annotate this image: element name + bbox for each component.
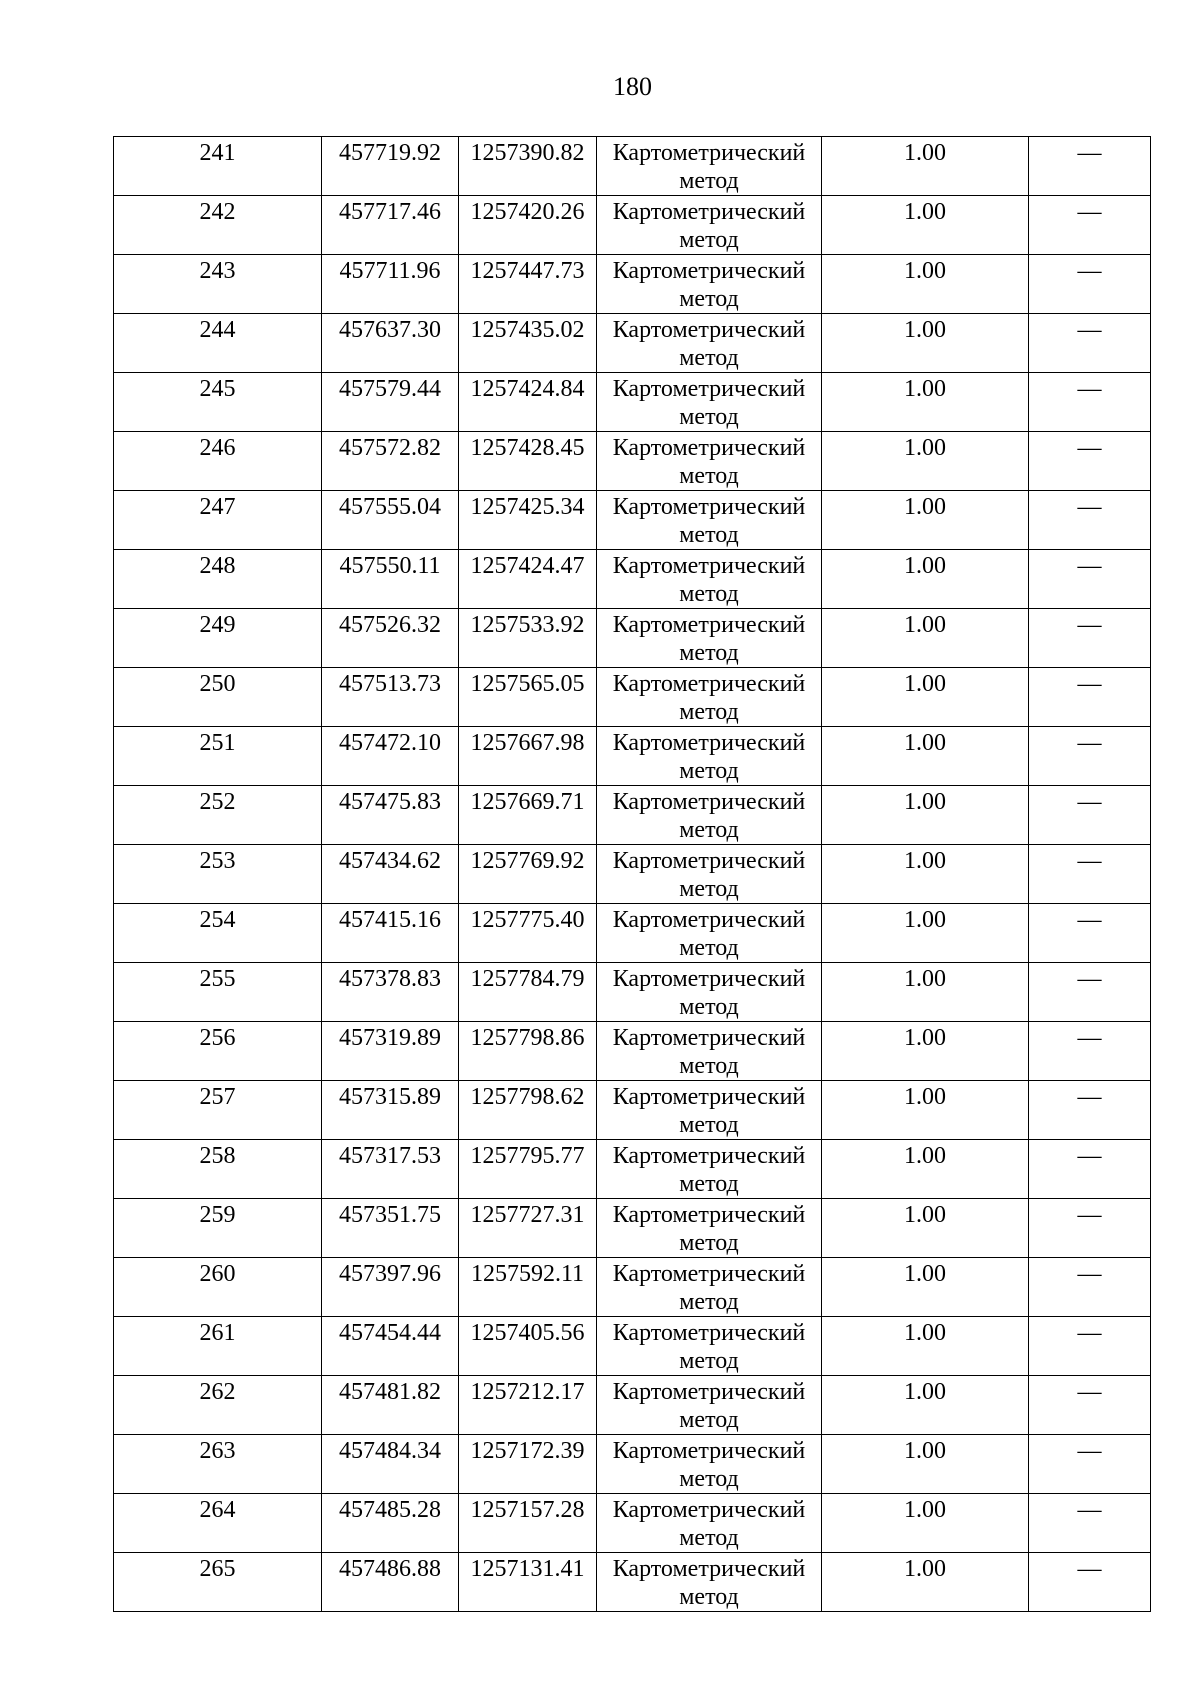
accuracy-cell: 1.00 <box>822 550 1029 609</box>
x-coordinate-cell: 457485.28 <box>322 1494 459 1553</box>
method-cell <box>597 1140 822 1199</box>
method-label-line1: Картометрический <box>612 789 806 815</box>
x-coordinate-cell: 457315.89 <box>322 1081 459 1140</box>
point-number-cell: 254 <box>114 904 322 963</box>
method-label-line2: метод <box>679 1348 739 1374</box>
method-cell <box>597 255 822 314</box>
method-label-line1: Картометрический <box>612 435 806 461</box>
method-label-line2: метод <box>679 1407 739 1433</box>
x-coordinate-cell: 457513.73 <box>322 668 459 727</box>
x-coordinate-cell: 457378.83 <box>322 963 459 1022</box>
coordinates-table <box>113 136 1151 1612</box>
x-coordinate-cell: 457717.46 <box>322 196 459 255</box>
y-coordinate-cell: 1257428.45 <box>459 432 597 491</box>
table-row <box>114 314 1151 373</box>
method-label-line1: Картометрический <box>612 317 806 343</box>
method-label-line2: метод <box>679 1584 739 1610</box>
y-coordinate-cell: 1257424.84 <box>459 373 597 432</box>
table-row <box>114 1081 1151 1140</box>
accuracy-cell: 1.00 <box>822 609 1029 668</box>
x-coordinate-cell: 457719.92 <box>322 137 459 196</box>
accuracy-cell: 1.00 <box>822 196 1029 255</box>
point-number-cell: 246 <box>114 432 322 491</box>
x-coordinate-cell: 457637.30 <box>322 314 459 373</box>
method-cell <box>597 668 822 727</box>
method-label-line2: метод <box>679 345 739 371</box>
point-number-cell: 252 <box>114 786 322 845</box>
table-row <box>114 373 1151 432</box>
y-coordinate-cell: 1257425.34 <box>459 491 597 550</box>
note-cell: — <box>1029 1022 1151 1081</box>
y-coordinate-cell: 1257565.05 <box>459 668 597 727</box>
y-coordinate-cell: 1257667.98 <box>459 727 597 786</box>
method-cell <box>597 1199 822 1258</box>
accuracy-cell: 1.00 <box>822 1258 1029 1317</box>
method-label-line2: метод <box>679 1112 739 1138</box>
note-cell: — <box>1029 255 1151 314</box>
method-label-line1: Картометрический <box>612 1556 806 1582</box>
method-label-line1: Картометрический <box>612 1202 806 1228</box>
table-row <box>114 1317 1151 1376</box>
point-number-cell: 260 <box>114 1258 322 1317</box>
point-number-cell: 241 <box>114 137 322 196</box>
method-label-line2: метод <box>679 168 739 194</box>
table-row <box>114 137 1151 196</box>
method-label-line1: Картометрический <box>612 1379 806 1405</box>
note-cell: — <box>1029 904 1151 963</box>
method-label-line1: Картометрический <box>612 199 806 225</box>
x-coordinate-cell: 457711.96 <box>322 255 459 314</box>
point-number-cell: 257 <box>114 1081 322 1140</box>
x-coordinate-cell: 457317.53 <box>322 1140 459 1199</box>
method-label-line2: метод <box>679 1289 739 1315</box>
note-cell: — <box>1029 1553 1151 1612</box>
note-cell: — <box>1029 1494 1151 1553</box>
x-coordinate-cell: 457472.10 <box>322 727 459 786</box>
method-label-line1: Картометрический <box>612 1320 806 1346</box>
method-label-line1: Картометрический <box>612 848 806 874</box>
method-label-line1: Картометрический <box>612 553 806 579</box>
note-cell: — <box>1029 373 1151 432</box>
accuracy-cell: 1.00 <box>822 1317 1029 1376</box>
note-cell: — <box>1029 1258 1151 1317</box>
method-cell <box>597 1022 822 1081</box>
y-coordinate-cell: 1257157.28 <box>459 1494 597 1553</box>
table-row <box>114 1258 1151 1317</box>
y-coordinate-cell: 1257727.31 <box>459 1199 597 1258</box>
table-row <box>114 196 1151 255</box>
note-cell: — <box>1029 609 1151 668</box>
method-cell <box>597 1553 822 1612</box>
method-label-line1: Картометрический <box>612 1261 806 1287</box>
note-cell: — <box>1029 1376 1151 1435</box>
y-coordinate-cell: 1257795.77 <box>459 1140 597 1199</box>
note-cell: — <box>1029 491 1151 550</box>
method-label-line2: метод <box>679 522 739 548</box>
note-cell: — <box>1029 1317 1151 1376</box>
method-label-line1: Картометрический <box>612 1438 806 1464</box>
method-cell <box>597 1317 822 1376</box>
table-row <box>114 609 1151 668</box>
table-row <box>114 1140 1151 1199</box>
note-cell: — <box>1029 196 1151 255</box>
y-coordinate-cell: 1257405.56 <box>459 1317 597 1376</box>
x-coordinate-cell: 457397.96 <box>322 1258 459 1317</box>
table-row <box>114 786 1151 845</box>
table-row <box>114 727 1151 786</box>
method-cell <box>597 491 822 550</box>
method-label-line2: метод <box>679 640 739 666</box>
y-coordinate-cell: 1257769.92 <box>459 845 597 904</box>
y-coordinate-cell: 1257172.39 <box>459 1435 597 1494</box>
point-number-cell: 244 <box>114 314 322 373</box>
accuracy-cell: 1.00 <box>822 904 1029 963</box>
point-number-cell: 253 <box>114 845 322 904</box>
note-cell: — <box>1029 550 1151 609</box>
method-cell <box>597 1081 822 1140</box>
method-cell <box>597 1494 822 1553</box>
method-cell <box>597 1258 822 1317</box>
table-row <box>114 491 1151 550</box>
accuracy-cell: 1.00 <box>822 1199 1029 1258</box>
point-number-cell: 251 <box>114 727 322 786</box>
method-cell <box>597 1435 822 1494</box>
method-label-line1: Картометрический <box>612 1084 806 1110</box>
accuracy-cell: 1.00 <box>822 432 1029 491</box>
y-coordinate-cell: 1257775.40 <box>459 904 597 963</box>
table-row <box>114 904 1151 963</box>
table-row <box>114 1435 1151 1494</box>
note-cell: — <box>1029 786 1151 845</box>
point-number-cell: 255 <box>114 963 322 1022</box>
x-coordinate-cell: 457351.75 <box>322 1199 459 1258</box>
accuracy-cell: 1.00 <box>822 314 1029 373</box>
accuracy-cell: 1.00 <box>822 137 1029 196</box>
method-cell <box>597 373 822 432</box>
method-label-line1: Картометрический <box>612 494 806 520</box>
page-number: 180 <box>613 72 652 101</box>
point-number-cell: 250 <box>114 668 322 727</box>
table-row <box>114 255 1151 314</box>
x-coordinate-cell: 457555.04 <box>322 491 459 550</box>
method-label-line2: метод <box>679 404 739 430</box>
point-number-cell: 243 <box>114 255 322 314</box>
point-number-cell: 265 <box>114 1553 322 1612</box>
table-row <box>114 668 1151 727</box>
y-coordinate-cell: 1257533.92 <box>459 609 597 668</box>
method-label-line2: метод <box>679 817 739 843</box>
method-cell <box>597 609 822 668</box>
table-row <box>114 1494 1151 1553</box>
accuracy-cell: 1.00 <box>822 373 1029 432</box>
note-cell: — <box>1029 963 1151 1022</box>
point-number-cell: 245 <box>114 373 322 432</box>
method-label-line1: Картометрический <box>612 258 806 284</box>
accuracy-cell: 1.00 <box>822 963 1029 1022</box>
y-coordinate-cell: 1257390.82 <box>459 137 597 196</box>
accuracy-cell: 1.00 <box>822 1140 1029 1199</box>
method-label-line2: метод <box>679 935 739 961</box>
table-row <box>114 1022 1151 1081</box>
method-label-line2: метод <box>679 286 739 312</box>
x-coordinate-cell: 457475.83 <box>322 786 459 845</box>
accuracy-cell: 1.00 <box>822 786 1029 845</box>
method-label-line2: метод <box>679 1053 739 1079</box>
y-coordinate-cell: 1257212.17 <box>459 1376 597 1435</box>
method-cell <box>597 550 822 609</box>
x-coordinate-cell: 457572.82 <box>322 432 459 491</box>
table-row <box>114 845 1151 904</box>
point-number-cell: 248 <box>114 550 322 609</box>
x-coordinate-cell: 457484.34 <box>322 1435 459 1494</box>
note-cell: — <box>1029 1435 1151 1494</box>
point-number-cell: 242 <box>114 196 322 255</box>
accuracy-cell: 1.00 <box>822 255 1029 314</box>
y-coordinate-cell: 1257592.11 <box>459 1258 597 1317</box>
table-row <box>114 432 1151 491</box>
x-coordinate-cell: 457415.16 <box>322 904 459 963</box>
x-coordinate-cell: 457454.44 <box>322 1317 459 1376</box>
method-label-line1: Картометрический <box>612 376 806 402</box>
point-number-cell: 247 <box>114 491 322 550</box>
point-number-cell: 264 <box>114 1494 322 1553</box>
method-cell <box>597 904 822 963</box>
method-cell <box>597 196 822 255</box>
y-coordinate-cell: 1257447.73 <box>459 255 597 314</box>
note-cell: — <box>1029 1199 1151 1258</box>
point-number-cell: 249 <box>114 609 322 668</box>
method-label-line1: Картометрический <box>612 671 806 697</box>
method-label-line1: Картометрический <box>612 612 806 638</box>
method-cell <box>597 786 822 845</box>
table-row <box>114 1376 1151 1435</box>
x-coordinate-cell: 457579.44 <box>322 373 459 432</box>
table-row <box>114 1199 1151 1258</box>
method-label-line2: метод <box>679 758 739 784</box>
method-label-line2: метод <box>679 699 739 725</box>
note-cell: — <box>1029 668 1151 727</box>
accuracy-cell: 1.00 <box>822 491 1029 550</box>
y-coordinate-cell: 1257784.79 <box>459 963 597 1022</box>
method-label-line2: метод <box>679 994 739 1020</box>
method-label-line1: Картометрический <box>612 907 806 933</box>
y-coordinate-cell: 1257131.41 <box>459 1553 597 1612</box>
accuracy-cell: 1.00 <box>822 1376 1029 1435</box>
method-label-line2: метод <box>679 1466 739 1492</box>
point-number-cell: 261 <box>114 1317 322 1376</box>
y-coordinate-cell: 1257669.71 <box>459 786 597 845</box>
note-cell: — <box>1029 1081 1151 1140</box>
accuracy-cell: 1.00 <box>822 1494 1029 1553</box>
method-label-line2: метод <box>679 581 739 607</box>
method-label-line2: метод <box>679 876 739 902</box>
method-cell <box>597 137 822 196</box>
accuracy-cell: 1.00 <box>822 1022 1029 1081</box>
accuracy-cell: 1.00 <box>822 1553 1029 1612</box>
method-label-line2: метод <box>679 463 739 489</box>
method-label-line2: метод <box>679 1171 739 1197</box>
note-cell: — <box>1029 137 1151 196</box>
coordinates-table-body <box>114 137 1151 1612</box>
x-coordinate-cell: 457319.89 <box>322 1022 459 1081</box>
table-row <box>114 550 1151 609</box>
point-number-cell: 259 <box>114 1199 322 1258</box>
method-label-line2: метод <box>679 227 739 253</box>
note-cell: — <box>1029 845 1151 904</box>
method-cell <box>597 845 822 904</box>
note-cell: — <box>1029 1140 1151 1199</box>
point-number-cell: 256 <box>114 1022 322 1081</box>
method-cell <box>597 432 822 491</box>
accuracy-cell: 1.00 <box>822 845 1029 904</box>
x-coordinate-cell: 457434.62 <box>322 845 459 904</box>
method-label-line1: Картометрический <box>612 140 806 166</box>
method-cell <box>597 1376 822 1435</box>
note-cell: — <box>1029 727 1151 786</box>
point-number-cell: 262 <box>114 1376 322 1435</box>
accuracy-cell: 1.00 <box>822 1435 1029 1494</box>
x-coordinate-cell: 457526.32 <box>322 609 459 668</box>
table-row <box>114 1553 1151 1612</box>
point-number-cell: 263 <box>114 1435 322 1494</box>
y-coordinate-cell: 1257435.02 <box>459 314 597 373</box>
method-label-line1: Картометрический <box>612 1497 806 1523</box>
note-cell: — <box>1029 314 1151 373</box>
accuracy-cell: 1.00 <box>822 727 1029 786</box>
point-number-cell: 258 <box>114 1140 322 1199</box>
method-cell <box>597 727 822 786</box>
x-coordinate-cell: 457481.82 <box>322 1376 459 1435</box>
method-cell <box>597 314 822 373</box>
y-coordinate-cell: 1257424.47 <box>459 550 597 609</box>
accuracy-cell: 1.00 <box>822 1081 1029 1140</box>
table-row <box>114 963 1151 1022</box>
y-coordinate-cell: 1257798.62 <box>459 1081 597 1140</box>
y-coordinate-cell: 1257798.86 <box>459 1022 597 1081</box>
method-label-line1: Картометрический <box>612 730 806 756</box>
method-label-line2: метод <box>679 1230 739 1256</box>
note-cell: — <box>1029 432 1151 491</box>
method-cell <box>597 963 822 1022</box>
method-label-line1: Картометрический <box>612 1025 806 1051</box>
method-label-line2: метод <box>679 1525 739 1551</box>
accuracy-cell: 1.00 <box>822 668 1029 727</box>
x-coordinate-cell: 457550.11 <box>322 550 459 609</box>
method-label-line1: Картометрический <box>612 966 806 992</box>
method-label-line1: Картометрический <box>612 1143 806 1169</box>
x-coordinate-cell: 457486.88 <box>322 1553 459 1612</box>
y-coordinate-cell: 1257420.26 <box>459 196 597 255</box>
